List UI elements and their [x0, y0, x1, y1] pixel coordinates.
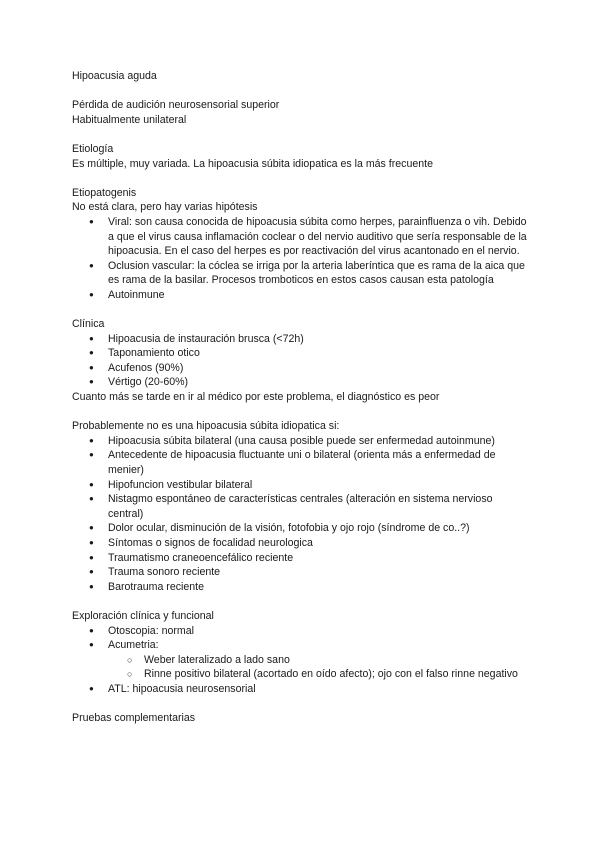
list-item: ● Trauma sonoro reciente	[72, 565, 528, 580]
document-body	[72, 69, 528, 726]
list-item: ● Hipoacusia súbita bilateral (una causa posible puede ser enfermedad autoinmune)	[72, 434, 528, 449]
document-title: Hipoacusia aguda	[72, 70, 157, 82]
list-item: ● Dolor ocular, disminución de la visión, fotofobia y ojo rojo (síndrome de co..?)	[72, 521, 528, 536]
sub-list-item: ○ Weber lateralizado a lado sano	[72, 653, 528, 668]
sub-list-item: ○ Rinne positivo bilateral (acortado en oído afecto); ojo con el falso rinne negativo	[72, 667, 528, 682]
clinica-list	[72, 332, 528, 390]
no-idiopatica-list	[72, 434, 528, 595]
list-item: ● Traumatismo craneoencefálico reciente	[72, 551, 528, 566]
list-item: ● Barotrauma reciente	[72, 580, 528, 595]
no-idiopatica-heading: Probablemente no es una hipoacusia súbita idiopatica si:	[72, 420, 340, 433]
list-item: ● Autoinmune	[72, 288, 528, 303]
list-item: ● Hipofuncion vestibular bilateral	[72, 478, 528, 493]
list-item: ● Antecedente de hipoacusia fluctuante uni o bilateral (orienta más a enfermedad de menier)	[72, 448, 528, 477]
exploracion-heading: Exploración clínica y funcional	[72, 609, 214, 622]
acumetria-label: Acumetria:	[108, 639, 159, 652]
list-item: ● Oclusion vascular: la cóclea se irriga por la arteria laberíntica que es rama de la aica que es rama de la basilar. Procesos tromboticos en estos casos causan esta patología	[72, 259, 528, 288]
list-item: ● Otoscopia: normal	[72, 624, 528, 639]
list-item: ● Viral: son causa conocida de hipoacusia súbita como herpes, parainfluenza o vih. Debido a que el virus causa inflamación coclear o del nervio auditivo que sería responsable de la hipoacusia. En el caso del herpes es por reactivación del virus acantonado en el nervio.	[72, 215, 528, 259]
intro-line: Habitualmente unilateral	[72, 113, 187, 126]
clinica-note: Cuanto más se tarde en ir al médico por este problema, el diagnóstico es peor	[72, 391, 440, 404]
etiopatogenia-list	[72, 215, 528, 303]
acumetria-sublist	[72, 653, 528, 682]
list-item	[72, 638, 528, 653]
list-item: ● Vértigo (20-60%)	[72, 375, 528, 390]
pruebas-heading: Pruebas complementarias	[72, 712, 196, 725]
list-item: ● ATL: hipoacusia neurosensorial	[72, 682, 528, 697]
etiologia-text: Es múltiple, muy variada. La hipoacusia súbita idiopatica es la más frecuente	[72, 157, 433, 170]
list-item: ● Síntomas o signos de focalidad neurologica	[72, 536, 528, 551]
etiologia-heading: Etiología	[72, 142, 114, 155]
etiopatogenia-intro: No está clara, pero hay varias hipótesis	[72, 201, 258, 214]
intro-line: Pérdida de audición neurosensorial superior	[72, 99, 280, 112]
exploracion-list-continued	[72, 682, 528, 697]
list-item: ● Hipoacusia de instauración brusca (<72h)	[72, 332, 528, 347]
list-item: ● Nistagmo espontáneo de características centrales (alteración en sistema nervioso central)	[72, 492, 528, 521]
list-item: ● Taponamiento otico	[72, 346, 528, 361]
etiopatogenia-heading: Etiopatogenis	[72, 186, 137, 199]
exploracion-list	[72, 624, 528, 653]
list-item: ● Acufenos (90%)	[72, 361, 528, 376]
clinica-heading: Clínica	[72, 318, 105, 331]
